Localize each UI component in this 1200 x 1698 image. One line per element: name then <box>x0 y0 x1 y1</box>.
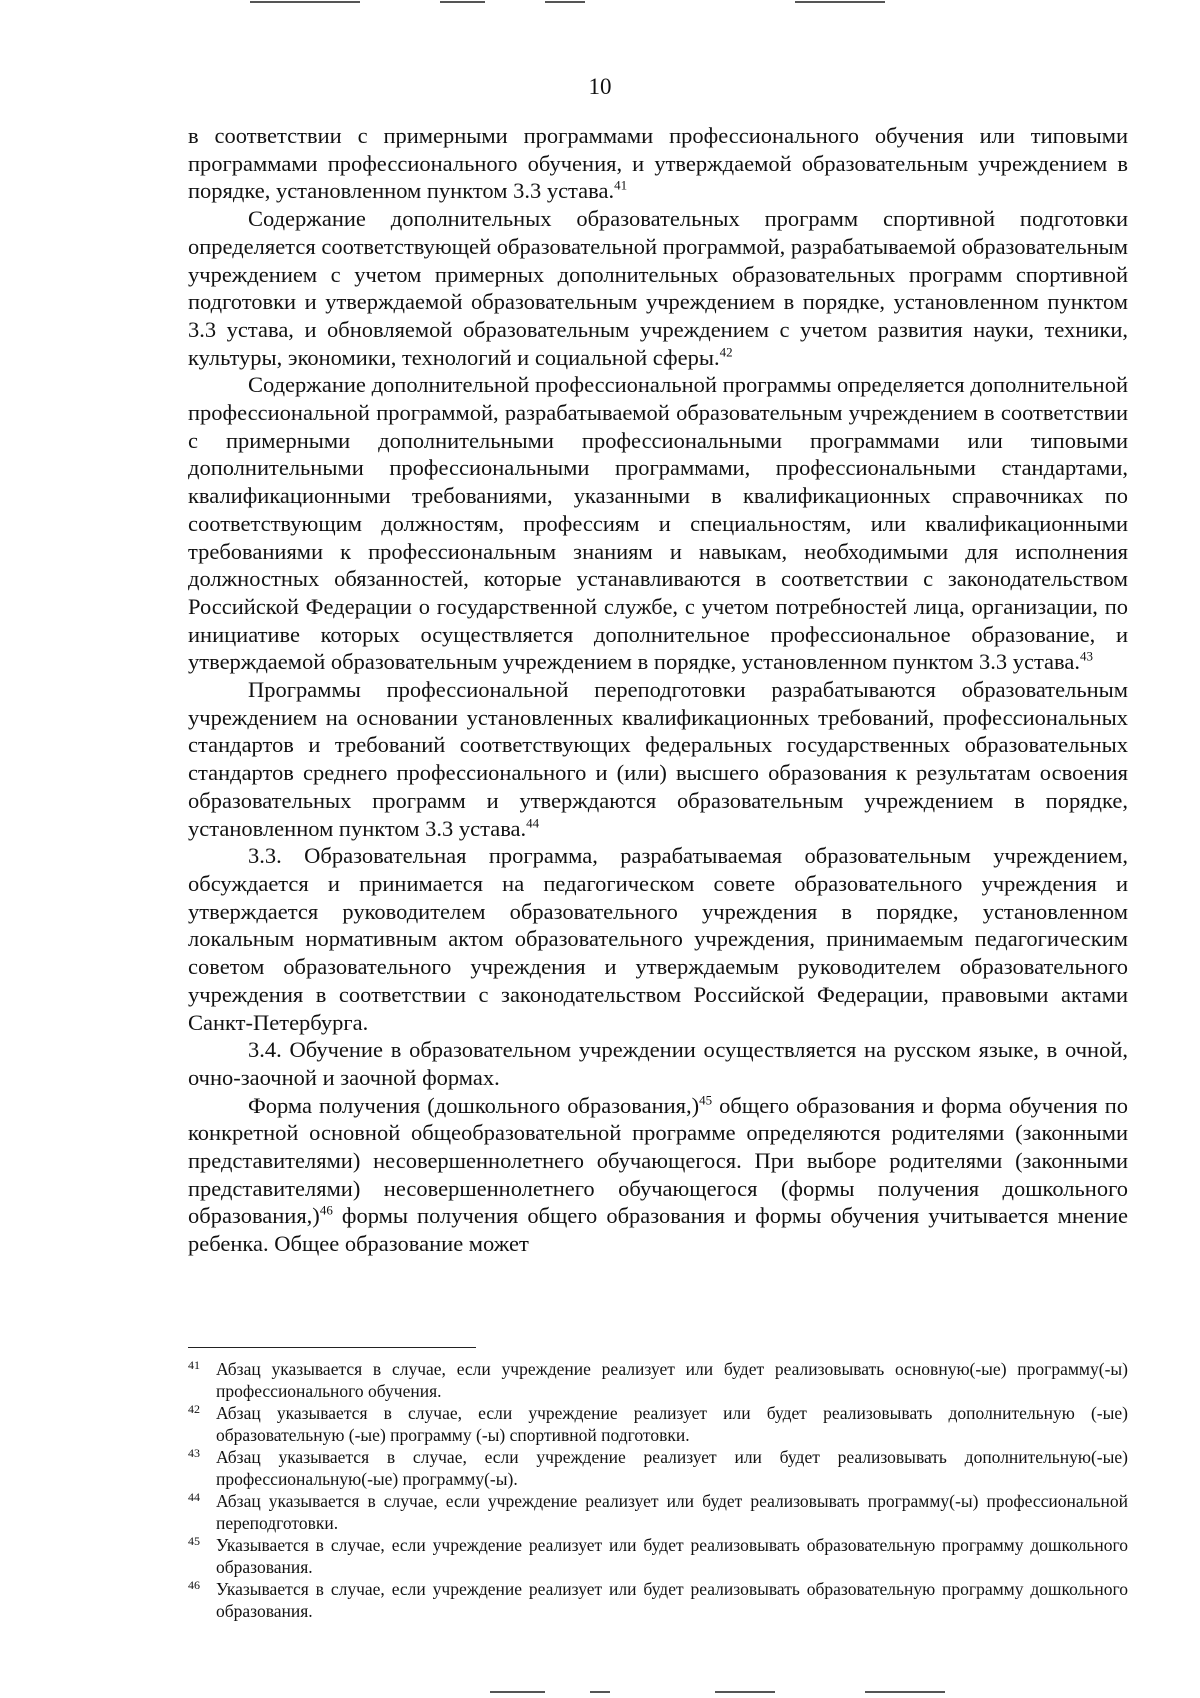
paragraph-text: формы получения общего образования и формы обучения учитывается мнение ребенка. Общее образование может <box>188 1203 1128 1257</box>
footnote-text: Абзац указывается в случае, если учреждение реализует или будет реализовывать программу(-ы) профессиональной переподготовки. <box>216 1491 1128 1533</box>
scan-edge-marks-top <box>0 0 1200 6</box>
footnote-number: 44 <box>188 1490 200 1504</box>
footnote-separator <box>188 1347 476 1348</box>
body-text <box>188 122 1128 1258</box>
footnote-ref: 42 <box>719 344 733 360</box>
footnote-ref: 41 <box>614 177 628 193</box>
footnote-43 <box>188 1446 1128 1490</box>
footnote-number: 43 <box>188 1446 200 1460</box>
footnote-ref: 43 <box>1079 648 1093 664</box>
paragraph-text: 3.4. Обучение в образовательном учреждении осуществляется на русском языке, в очной, очно-заочной и заочной формах. <box>188 1037 1128 1090</box>
footnote-number: 42 <box>188 1402 200 1416</box>
paragraph-4 <box>188 676 1128 842</box>
footnote-42 <box>188 1402 1128 1446</box>
footnote-text: Указывается в случае, если учреждение реализует или будет реализовывать образовательную программу дошкольного образования. <box>216 1579 1128 1621</box>
paragraph-5 <box>188 842 1128 1036</box>
footnote-number: 45 <box>188 1534 200 1548</box>
footnote-text: Указывается в случае, если учреждение реализует или будет реализовывать образовательную программу дошкольного образования. <box>216 1535 1128 1577</box>
footnote-number: 46 <box>188 1578 200 1592</box>
footnote-ref: 44 <box>526 815 540 831</box>
paragraph-text: Содержание дополнительных образовательных программ спортивной подготовки определяется соответствующей образовательной программой, разрабатываемой образовательным учреждением с учетом примерных дополнительных образовательных программ спортивной подготовки и утверждаемой образовательным учреждением в порядке, установленном пунктом 3.3 устава, и обновляемой образовательным учреждением с учетом развития науки, техники, культуры, экономики, технологий и социальной сферы. <box>188 206 1128 370</box>
footnote-46 <box>188 1578 1128 1622</box>
page-number: 10 <box>588 74 612 99</box>
paragraph-text: Программы профессиональной переподготовки разрабатываются образовательным учреждением на основании установленных квалификационных требований, профессиональных стандартов и требований соответствующих федеральных государственных образовательных стандартов среднего профессионального и (или) высшего образования к результатам освоения образовательных программ и утверждаются образовательным учреждением в порядке, установленном пунктом 3.3 устава. <box>188 677 1128 841</box>
paragraph-2 <box>188 205 1128 371</box>
paragraph-text: Форма получения (дошкольного образования,) <box>248 1092 700 1118</box>
paragraph-3 <box>188 371 1128 676</box>
footnote-41 <box>188 1358 1128 1402</box>
footnote-text: Абзац указывается в случае, если учреждение реализует или будет реализовывать дополнительную(-ые) профессиональную(-ые) программу(-ы). <box>216 1447 1128 1489</box>
paragraph-6 <box>188 1036 1128 1091</box>
footnote-text: Абзац указывается в случае, если учреждение реализует или будет реализовывать основную(-ые) программу(-ы) профессионального обучения. <box>216 1359 1128 1401</box>
footnote-ref: 46 <box>319 1202 333 1218</box>
paragraph-7 <box>188 1092 1128 1258</box>
footnote-45 <box>188 1534 1128 1578</box>
paragraph-text: Содержание дополнительной профессиональной программы определяется дополнительной профессиональной программой, разрабатываемой образовательным учреждением в соответствии с примерными дополнительными профессиональными программами или типовыми дополнительными профессиональными программами, профессиональными стандартами, квалификационными требованиями, указанными в квалификационных справочниках по соответствующим должностям, профессиям и специальностям, или квалификационными требованиями к профессиональным знаниям и навыкам, необходимыми для исполнения должностных обязанностей, которые устанавливаются в соответствии с законодательством Российской Федерации о государственной службе, с учетом потребностей лица, организации, по инициативе которых осуществляется дополнительное профессиональное образование, и утверждаемой образовательным учреждением в порядке, установленном пунктом 3.3 устава. <box>188 372 1128 675</box>
paragraph-1 <box>188 122 1128 205</box>
footnote-ref: 45 <box>699 1092 713 1108</box>
footnote-text: Абзац указывается в случае, если учреждение реализует или будет реализовывать дополнительную (-ые) образовательную (-ые) программу (-ы) спортивной подготовки. <box>216 1403 1128 1445</box>
footnotes <box>188 1358 1128 1622</box>
footnote-number: 41 <box>188 1358 200 1372</box>
paragraph-text: 3.3. Образовательная программа, разрабатываемая образовательным учреждением, обсуждается и принимается на педагогическом совете образовательного учреждения и утверждается руководителем образовательного учреждения в порядке, установленном локальным нормативным актом образовательного учреждения, принимаемым педагогическим советом образовательного учреждения и утверждаемым руководителем образовательного учреждения в соответствии с законодательством Российской Федерации, правовыми актами Санкт-Петербурга. <box>188 843 1128 1035</box>
footnote-44 <box>188 1490 1128 1534</box>
paragraph-text: общего образования и форма обучения по конкретной основной общеобразовательной программе определяются родителями (законными представителями) несовершеннолетнего обучающегося. При выборе родителями (законными представителями) несовершеннолетнего обучающегося (формы получения дошкольного образования,) <box>188 1092 1128 1229</box>
scan-edge-marks-bottom <box>0 1690 1200 1696</box>
paragraph-text: в соответствии с примерными программами профессионального обучения или типовыми программами профессионального обучения, и утверждаемой образовательным учреждением в порядке, установленном пунктом 3.3 устава. <box>188 123 1128 204</box>
